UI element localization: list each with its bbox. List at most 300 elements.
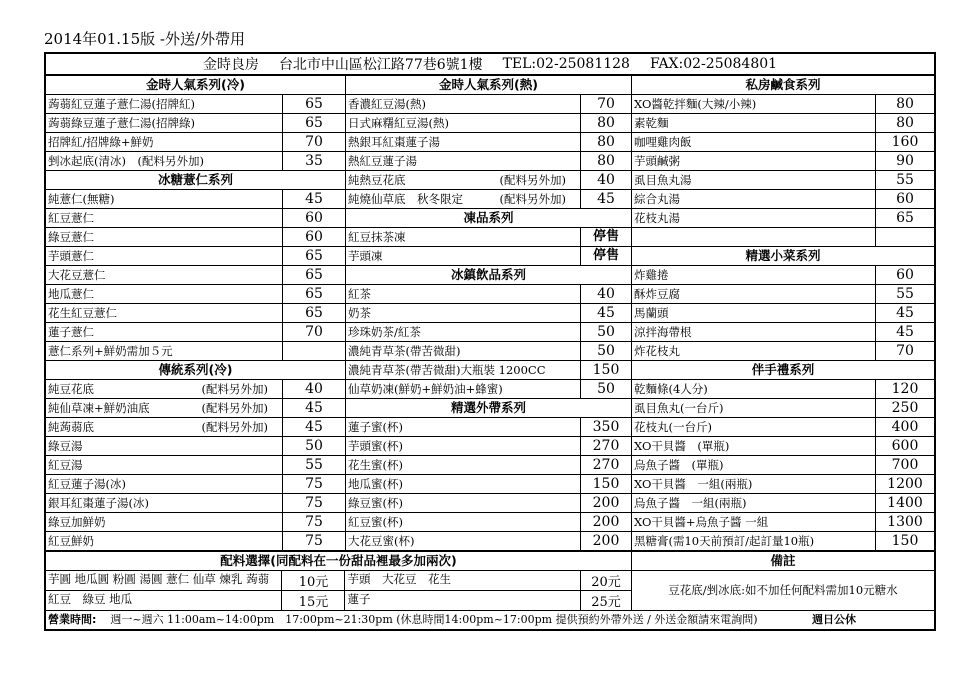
menu-column-left: [46, 76, 346, 551]
menu-item-name: 紅豆蓮子湯(冰): [48, 477, 126, 491]
menu-item-price: 1300: [887, 514, 923, 530]
menu-item-price: 45: [597, 191, 615, 207]
menu-item-row: [632, 228, 934, 247]
menu-item-name-cell: [632, 494, 876, 512]
menu-item-price: 60: [896, 191, 914, 207]
menu-item-name-cell: [632, 304, 876, 322]
menu-item-row: [346, 95, 631, 114]
menu-item-name-cell: [346, 418, 581, 436]
menu-item-price: 80: [896, 96, 914, 112]
menu-item-name-cell: [346, 361, 581, 379]
menu-item-row: [632, 532, 934, 551]
menu-item-price: 50: [305, 438, 323, 454]
menu-item-name-cell: [346, 285, 581, 303]
menu-item-row: [46, 399, 345, 418]
menu-item-price: 65: [305, 96, 323, 112]
menu-item-name-cell: [46, 399, 283, 417]
menu-item-price: 600: [891, 438, 919, 454]
menu-item-name-cell: [632, 133, 876, 151]
menu-item-name: 紅豆抹茶凍: [348, 230, 406, 244]
menu-item-name-cell: [632, 323, 876, 341]
menu-item-name: 酥炸豆腐: [634, 287, 680, 301]
menu-item-price: 70: [896, 343, 914, 359]
menu-item-row: [346, 437, 631, 456]
menu-item-name-cell: [632, 266, 876, 284]
section-header: 傳統系列(冷): [46, 361, 345, 380]
menu-item-name: 香濃紅豆湯(熱): [348, 97, 426, 111]
menu-item-name: 蓮子薏仁: [48, 325, 94, 339]
menu-item-name-cell: [46, 494, 283, 512]
menu-item-row: [632, 190, 934, 209]
topping-price: 20元: [591, 575, 621, 590]
menu-item-name: 芋頭薏仁: [48, 249, 94, 263]
menu-item-row: [346, 361, 631, 380]
shop-info: [46, 54, 934, 76]
version-label: 2014年01.15版 -外送/外帶用: [44, 30, 246, 48]
menu-item-price: 65: [305, 305, 323, 321]
menu-item-row: [346, 114, 631, 133]
menu-item-name: 純豆花底: [48, 382, 94, 396]
shop-tel: TEL:02-25081128: [502, 56, 630, 72]
menu-item-name-cell: [46, 133, 283, 151]
menu-item-name: 剉冰起底(清冰) (配料另外加): [48, 154, 204, 168]
menu-item-name-cell: [346, 380, 581, 398]
section-header: 精選小菜系列: [632, 247, 934, 266]
menu-item-row: [346, 380, 631, 399]
menu-item-name: 招牌紅/招牌綠+鮮奶: [48, 135, 154, 149]
menu-item-price: 150: [592, 362, 620, 378]
menu-item-price: 160: [891, 134, 919, 150]
menu-item-name: 銀耳紅棗蓮子湯(冰): [48, 496, 149, 510]
menu-item-row: [46, 494, 345, 513]
menu-item-price: 65: [305, 286, 323, 302]
menu-item-name: 烏魚子醬 (單瓶): [634, 458, 724, 472]
menu-item-row: [346, 494, 631, 513]
topping-group: 紅豆 綠豆 地瓜: [46, 591, 282, 610]
menu-item-row: [46, 380, 345, 399]
menu-item-name-cell: [632, 190, 876, 208]
menu-item-name: 紅豆薏仁: [48, 211, 94, 225]
menu-item-price: 1400: [887, 495, 923, 511]
menu-item-name: 咖哩雞肉飯: [634, 135, 692, 149]
menu-item-name: 珍珠奶茶/紅茶: [348, 325, 421, 339]
menu-item-row: [346, 133, 631, 152]
menu-item-name: 花生蜜(杯): [348, 458, 403, 472]
menu-item-name: 乾麵條(4人分): [634, 382, 708, 396]
menu-item-row: [632, 95, 934, 114]
menu-item-name-cell: [632, 209, 876, 227]
menu-item-price: 45: [597, 305, 615, 321]
menu-item-name-cell: [46, 418, 283, 436]
menu-item-name: 純蒟蒻底: [48, 420, 94, 434]
menu-item-name: 紅豆蜜(杯): [348, 515, 403, 529]
menu-item-price: 停售: [592, 229, 619, 244]
menu-item-name-cell: [346, 247, 581, 265]
menu-item-price: 350: [592, 419, 620, 435]
menu-item-row: [46, 247, 345, 266]
menu-item-row: [46, 532, 345, 551]
menu-item-price: 90: [896, 153, 914, 169]
menu-item-name: 地瓜薏仁: [48, 287, 94, 301]
bottom-section: [46, 551, 934, 610]
menu-item-row: [46, 209, 345, 228]
menu-item-price: 75: [305, 476, 323, 492]
menu-item-price: 65: [896, 210, 914, 226]
menu-item-row: [46, 133, 345, 152]
menu-item-row: [346, 342, 631, 361]
menu-item-name: 紅茶: [348, 287, 371, 301]
menu-item-name: 芋頭鹹粥: [634, 154, 680, 168]
menu-item-name-cell: [632, 399, 876, 417]
menu-item-name: 大花豆蜜(杯): [348, 534, 415, 548]
menu-item-price: 60: [305, 210, 323, 226]
shop-name: 金時良房: [202, 57, 259, 73]
menu-item-name-cell: [346, 114, 581, 132]
menu-item-name: XO醬乾拌麵(大辣/小辣): [634, 97, 757, 111]
menu-item-price: 200: [592, 514, 620, 530]
menu-item-name-cell: [46, 475, 283, 493]
menu-item-price: 150: [891, 533, 919, 549]
menu-item-row: [346, 285, 631, 304]
menu-item-row: [46, 228, 345, 247]
menu-item-name: 綠豆湯: [48, 439, 83, 453]
menu-item-name: 純薏仁(無糖): [48, 192, 115, 206]
menu-item-row: [632, 437, 934, 456]
menu-item-name-cell: [46, 342, 283, 360]
menu-item-row: [632, 209, 934, 228]
section-header: 金時人氣系列(熱): [346, 76, 631, 95]
menu-item-price: 270: [592, 438, 620, 454]
menu-item-price: 400: [891, 419, 919, 435]
menu-item-price: 75: [305, 533, 323, 549]
menu-item-row: [346, 323, 631, 342]
menu-item-name-cell: [346, 304, 581, 322]
menu-item-row: [346, 152, 631, 171]
menu-item-name-cell: [346, 323, 581, 341]
menu-item-price: 40: [597, 286, 615, 302]
menu-item-name: XO干貝醬+烏魚子醬 一組: [634, 515, 769, 529]
section-header: 精選外帶系列: [346, 399, 631, 418]
menu-item-name-cell: [632, 342, 876, 360]
section-header: 金時人氣系列(冷): [46, 76, 345, 95]
menu-item-price: 50: [597, 324, 615, 340]
menu-item-price: 55: [305, 457, 323, 473]
menu-item-note: (配料另外加): [201, 382, 268, 396]
menu-table: [44, 52, 936, 631]
menu-item-name: 熱紅豆蓮子湯: [348, 154, 417, 168]
menu-item-name-cell: [46, 532, 283, 550]
menu-item-price: 80: [597, 153, 615, 169]
menu-item-row: [632, 323, 934, 342]
menu-item-name: 綠豆薏仁: [48, 230, 94, 244]
menu-item-price: 50: [597, 343, 615, 359]
menu-item-row: [632, 513, 934, 532]
menu-item-name-cell: [632, 285, 876, 303]
menu-item-row: [632, 285, 934, 304]
menu-item-row: [46, 95, 345, 114]
menu-item-row: [346, 532, 631, 551]
menu-item-row: [632, 171, 934, 190]
menu-item-price: 120: [891, 381, 919, 397]
menu-item-name-cell: [46, 114, 283, 132]
menu-item-note: (配料另外加): [499, 192, 566, 206]
menu-item-name: 綜合丸湯: [634, 192, 680, 206]
menu-item-name: 虱目魚丸(一台斤): [634, 401, 724, 415]
menu-column-right: [632, 76, 934, 551]
shop-address: 台北市中山區松江路77巷6號1樓: [278, 57, 483, 73]
menu-item-price: 停售: [592, 248, 619, 263]
menu-item-name-cell: [632, 437, 876, 455]
menu-item-row: [632, 475, 934, 494]
menu-item-row: [46, 475, 345, 494]
menu-item-row: [346, 513, 631, 532]
remarks-header: 備註: [632, 552, 934, 571]
menu-item-row: [46, 285, 345, 304]
remarks-text: 豆花底/剉冰底:如不加任何配料需加10元糖水: [668, 583, 898, 597]
menu-item-name: 炸花枝丸: [634, 344, 680, 358]
menu-item-price: 35: [305, 153, 323, 169]
menu-item-row: [346, 171, 631, 190]
closed-day: 週日公休: [812, 613, 856, 626]
menu-item-name: 蒟蒻紅豆蓮子薏仁湯(招牌紅): [48, 97, 195, 111]
business-hours: [46, 610, 934, 629]
menu-item-name: 仙草奶凍(鮮奶+鮮奶油+蜂蜜): [348, 382, 503, 396]
menu-item-name-cell: [46, 266, 283, 284]
menu-item-name-cell: [346, 95, 581, 113]
menu-item-name-cell: [346, 171, 581, 189]
menu-item-note: (配料另外加): [499, 173, 566, 187]
menu-item-name: 炸雞捲: [634, 268, 669, 282]
menu-item-name-cell: [46, 380, 283, 398]
menu-item-row: [46, 266, 345, 285]
shop-fax: FAX:02-25084801: [649, 56, 778, 72]
menu-item-price: 75: [305, 495, 323, 511]
menu-item-name: 綠豆蜜(杯): [348, 496, 403, 510]
menu-item-row: [346, 475, 631, 494]
hours-text: 週一~週六 11:00am~14:00pm 17:00pm~21:30pm (休息時間14:00pm~17:00pm 提供預約外帶外送 / 外送金額請來電詢問): [110, 613, 758, 626]
topping-group: 芋頭 大花豆 花生: [345, 571, 581, 590]
menu-item-name-cell: [346, 475, 581, 493]
menu-item-name-cell: [632, 228, 876, 246]
menu-item-row: [346, 418, 631, 437]
menu-item-name: 芋頭蜜(杯): [348, 439, 403, 453]
menu-item-name: 熱銀耳紅棗蓮子湯: [348, 135, 440, 149]
menu-item-row: [346, 228, 631, 247]
topping-price: 25元: [591, 595, 621, 610]
topping-group: 蓮子: [345, 591, 581, 610]
toppings-section: [46, 552, 632, 610]
menu-item-row: [46, 418, 345, 437]
menu-item-name: 紅豆湯: [48, 458, 83, 472]
topping-price: 10元: [298, 575, 329, 590]
menu-item-price: 200: [592, 533, 620, 549]
menu-item-name: 花生紅豆薏仁: [48, 306, 117, 320]
menu-item-price: 45: [896, 324, 914, 340]
menu-item-row: [346, 190, 631, 209]
menu-item-name: 涼拌海帶根: [634, 325, 692, 339]
hours-label: 營業時間:: [48, 613, 97, 626]
menu-item-name: 純仙草凍+鮮奶油底: [48, 401, 150, 415]
menu-item-name: 馬蘭頭: [634, 306, 669, 320]
menu-item-name-cell: [632, 171, 876, 189]
menu-column-middle: [346, 76, 632, 551]
menu-item-price: 45: [305, 400, 323, 416]
menu-item-name: XO干貝醬 一組(兩瓶): [634, 477, 753, 491]
menu-item-name-cell: [632, 475, 876, 493]
menu-item-name-cell: [346, 190, 581, 208]
menu-item-name: 黑糖膏(需10天前預訂/起訂量10瓶): [634, 534, 815, 548]
menu-item-name-cell: [632, 95, 876, 113]
menu-item-name-cell: [632, 418, 876, 436]
menu-item-name-cell: [346, 133, 581, 151]
menu-item-name-cell: [346, 513, 581, 531]
menu-item-row: [46, 342, 345, 361]
menu-item-price: 55: [896, 172, 914, 188]
menu-item-name-cell: [632, 456, 876, 474]
menu-item-price: 40: [305, 381, 323, 397]
menu-item-name-cell: [46, 285, 283, 303]
menu-item-name-cell: [46, 247, 283, 265]
toppings-header: 配料選擇(同配料在一份甜品裡最多加兩次): [46, 552, 631, 571]
section-header: 私房鹹食系列: [632, 76, 934, 95]
menu-item-price: [283, 342, 345, 360]
menu-item-row: [46, 513, 345, 532]
menu-item-note: (配料另外加): [201, 420, 268, 434]
menu-item-name-cell: [632, 152, 876, 170]
menu-item-price: 250: [891, 400, 919, 416]
menu-item-name-cell: [632, 532, 876, 550]
menu-item-price: 270: [592, 457, 620, 473]
menu-item-name-cell: [46, 304, 283, 322]
menu-item-row: [632, 494, 934, 513]
menu-item-row: [632, 133, 934, 152]
menu-item-price: 80: [896, 115, 914, 131]
menu-item-name: 蓮子蜜(杯): [348, 420, 403, 434]
menu-item-name: 蒟蒻綠豆蓮子薏仁湯(招牌綠): [48, 116, 195, 130]
menu-item-price: 60: [305, 229, 323, 245]
menu-item-price: 80: [597, 134, 615, 150]
menu-item-name: 綠豆加鮮奶: [48, 515, 106, 529]
menu-item-name-cell: [46, 209, 283, 227]
menu-item-name: 花枝丸(一台斤): [634, 420, 712, 434]
menu-item-row: [346, 247, 631, 266]
menu-item-price: [876, 228, 934, 246]
menu-item-price: 65: [305, 267, 323, 283]
menu-item-name: 紅豆鮮奶: [48, 534, 94, 548]
menu-item-price: 200: [592, 495, 620, 511]
menu-item-price: 40: [597, 172, 615, 188]
menu-item-name-cell: [632, 114, 876, 132]
menu-item-name: 日式麻糬紅豆湯(熱): [348, 116, 449, 130]
menu-item-price: 55: [896, 286, 914, 302]
menu-item-name-cell: [346, 437, 581, 455]
menu-item-name-cell: [46, 95, 283, 113]
menu-item-row: [632, 418, 934, 437]
menu-item-name: 純熱豆花底: [348, 173, 406, 187]
menu-item-name: XO干貝醬 (單瓶): [634, 439, 730, 453]
menu-item-row: [46, 152, 345, 171]
menu-item-name: 地瓜蜜(杯): [348, 477, 403, 491]
menu-item-row: [632, 304, 934, 323]
menu-item-row: [46, 114, 345, 133]
menu-item-row: [632, 399, 934, 418]
topping-group: 芋圓 地瓜圓 粉圓 湯圓 薏仁 仙草 煉乳 蒟蒻: [46, 571, 282, 590]
menu-item-row: [632, 342, 934, 361]
menu-item-name-cell: [346, 456, 581, 474]
menu-item-name-cell: [346, 494, 581, 512]
menu-item-name-cell: [346, 532, 581, 550]
menu-item-row: [632, 266, 934, 285]
menu-item-name: 虱目魚丸湯: [634, 173, 692, 187]
menu-item-name: 大花豆薏仁: [48, 268, 106, 282]
menu-item-name: 花枝丸湯: [634, 211, 680, 225]
menu-item-name: [634, 228, 875, 246]
menu-item-price: 50: [597, 381, 615, 397]
menu-item-name: 純燒仙草底 秋冬限定: [348, 192, 463, 206]
menu-item-row: [46, 456, 345, 475]
menu-item-name-cell: [346, 228, 581, 246]
menu-item-name-cell: [46, 190, 283, 208]
menu-item-name-cell: [346, 342, 581, 360]
topping-price: 15元: [298, 595, 329, 610]
menu-item-price: 60: [896, 267, 914, 283]
menu-item-name-cell: [46, 323, 283, 341]
section-header: 凍品系列: [346, 209, 631, 228]
menu-item-row: [632, 380, 934, 399]
menu-item-row: [632, 114, 934, 133]
menu-item-name: 芋頭凍: [348, 249, 383, 263]
menu-item-name-cell: [46, 228, 283, 246]
menu-item-name-cell: [632, 513, 876, 531]
menu-item-price: 70: [305, 134, 323, 150]
menu-item-name-cell: [632, 380, 876, 398]
menu-item-row: [346, 304, 631, 323]
menu-item-name: 薏仁系列+鮮奶需加５元: [48, 344, 173, 358]
menu-item-name: 濃純青草茶(帶苦微甜)大瓶裝 1200CC: [348, 363, 546, 377]
menu-item-row: [46, 190, 345, 209]
menu-item-name: 奶茶: [348, 306, 371, 320]
menu-item-price: 45: [305, 191, 323, 207]
menu-item-name: 濃純青草茶(帶苦微甜): [348, 344, 461, 358]
menu-item-price: 70: [597, 96, 615, 112]
menu-item-price: 80: [597, 115, 615, 131]
menu-item-price: 65: [305, 115, 323, 131]
menu-item-row: [46, 323, 345, 342]
menu-item-name: 素乾麵: [634, 116, 669, 130]
menu-item-price: 75: [305, 514, 323, 530]
menu-item-price: 1200: [887, 476, 923, 492]
remarks-section: [632, 552, 934, 610]
menu-item-name-cell: [46, 437, 283, 455]
menu-item-name-cell: [46, 152, 283, 170]
menu-item-name: 烏魚子醬 一組(兩瓶): [634, 496, 747, 510]
menu-item-price: 70: [305, 324, 323, 340]
section-header: 冰糖薏仁系列: [46, 171, 345, 190]
section-header: 冰鎮飲品系列: [346, 266, 631, 285]
menu-item-price: 150: [592, 476, 620, 492]
menu-item-name-cell: [46, 456, 283, 474]
section-header: 伴手禮系列: [632, 361, 934, 380]
menu-item-row: [46, 304, 345, 323]
menu-item-row: [632, 152, 934, 171]
menu-item-note: (配料另外加): [201, 401, 268, 415]
menu-item-price: 45: [896, 305, 914, 321]
menu-item-row: [632, 456, 934, 475]
menu-item-name-cell: [346, 152, 581, 170]
menu-item-price: 700: [891, 457, 919, 473]
menu-item-row: [46, 437, 345, 456]
menu-item-price: 65: [305, 248, 323, 264]
